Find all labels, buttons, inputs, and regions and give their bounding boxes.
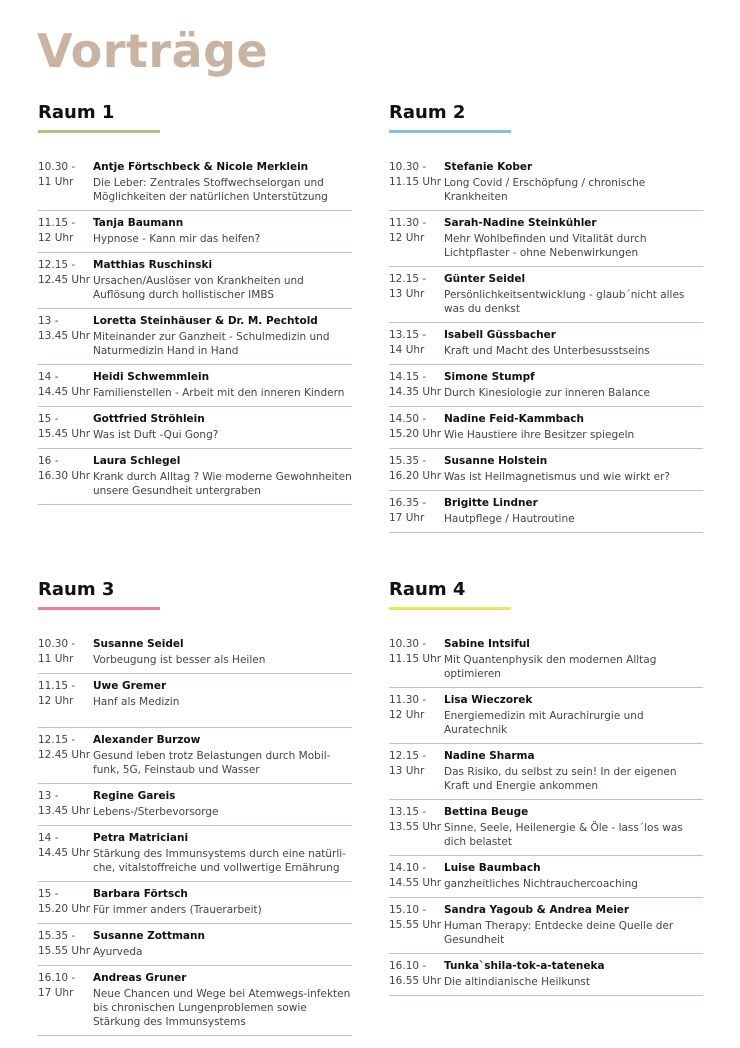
talk-time: [389, 861, 444, 891]
speaker-name: Simone Stumpf: [444, 371, 535, 383]
talk-entry: [389, 155, 703, 211]
talk-time: [38, 160, 93, 204]
time-end: 14.45 Uhr: [38, 386, 91, 398]
talk-entry: [389, 688, 703, 744]
speaker-name: Nadine Feid-Kammbach: [444, 413, 584, 425]
speaker-name: Lisa Wieczorek: [444, 694, 533, 706]
talk-topic: ganzheitliches Nichtrauchercoaching: [444, 878, 638, 890]
talk-info: [93, 412, 352, 442]
speaker-name: Uwe Gremer: [93, 680, 167, 692]
talk-topic: Energiemedizin mit Aurachirurgie und Auratechnik: [444, 710, 644, 736]
room-underline: [389, 130, 511, 133]
talk-entry: [38, 253, 352, 309]
speaker-name: Nadine Sharma: [444, 750, 535, 762]
talk-topic: Neue Chancen und Wege bei Atemwegs-infekten bis chronischen Lungenproblemen sowie Stärkung des Immunsystems: [93, 988, 351, 1028]
talk-entry: [389, 954, 703, 996]
speaker-name: Susanne Zottmann: [93, 930, 205, 942]
room-3: [38, 579, 352, 1036]
talk-list: [38, 632, 352, 1036]
speaker-name: Tanja Baumann: [93, 217, 184, 229]
time-start: 11.30 -: [389, 217, 427, 229]
time-end: 14.45 Uhr: [38, 847, 91, 859]
time-start: 10.30 -: [389, 638, 427, 650]
talk-entry: [38, 211, 352, 253]
talk-info: [93, 454, 352, 498]
talk-entry: [38, 924, 352, 966]
talk-time: [389, 370, 444, 400]
talk-entry: [38, 728, 352, 784]
talk-info: [444, 272, 703, 316]
talk-entry: [389, 744, 703, 800]
talk-topic: Vorbeugung ist besser als Heilen: [93, 654, 266, 666]
time-start: 10.30 -: [38, 638, 76, 650]
talk-info: [93, 314, 352, 358]
talk-topic: Die Leber: Zentrales Stoffwechselorgan und Möglichkeiten der natürlichen Unterstützung: [93, 177, 328, 203]
time-start: 14.15 -: [389, 371, 427, 383]
speaker-name: Isabell Güssbacher: [444, 329, 556, 341]
time-start: 14 -: [38, 371, 59, 383]
talk-time: [38, 258, 93, 302]
talk-topic: Miteinander zur Ganzheit - Schulmedizin und Naturmedizin Hand in Hand: [93, 331, 330, 357]
talk-time: [389, 328, 444, 358]
time-end: 11.15 Uhr: [389, 653, 442, 665]
time-end: 13 Uhr: [389, 288, 425, 300]
talk-entry: [38, 674, 352, 728]
speaker-name: Andreas Gruner: [93, 972, 187, 984]
time-end: 15.45 Uhr: [38, 428, 91, 440]
time-end: 11 Uhr: [38, 176, 74, 188]
talk-topic: Kraft und Macht des Unterbesusstseins: [444, 345, 650, 357]
talk-info: [444, 412, 703, 442]
talk-topic: Was ist Duft -Qui Gong?: [93, 429, 219, 441]
talk-time: [389, 216, 444, 260]
talk-time: [389, 637, 444, 681]
talk-info: [444, 805, 703, 849]
time-start: 11.15 -: [38, 217, 76, 229]
talk-info: [444, 749, 703, 793]
speaker-name: Susanne Holstein: [444, 455, 548, 467]
speaker-name: Alexander Burzow: [93, 734, 201, 746]
time-start: 15.35 -: [389, 455, 427, 467]
talk-entry: [389, 632, 703, 688]
talk-topic: Was ist Heilmagnetismus und wie wirkt er?: [444, 471, 670, 483]
room-4: [389, 579, 703, 996]
time-end: 14.35 Uhr: [389, 386, 442, 398]
talk-entry: [389, 323, 703, 365]
time-start: 15.35 -: [38, 930, 76, 942]
time-start: 16.35 -: [389, 497, 427, 509]
talk-info: [444, 328, 703, 358]
time-end: 13 Uhr: [389, 765, 425, 777]
room-1: [38, 102, 352, 505]
talk-time: [389, 749, 444, 793]
talk-time: [38, 831, 93, 875]
talk-entry: [38, 784, 352, 826]
time-end: 15.20 Uhr: [38, 903, 91, 915]
talk-time: [38, 314, 93, 358]
speaker-name: Barbara Förtsch: [93, 888, 188, 900]
speaker-name: Regine Gareis: [93, 790, 176, 802]
talk-topic: Hautpflege / Hautroutine: [444, 513, 575, 525]
speaker-name: Susanne Seidel: [93, 638, 184, 650]
room-heading: Raum 1: [38, 102, 115, 123]
speaker-name: Matthias Ruschinski: [93, 259, 213, 271]
talk-topic: Ayurveda: [93, 946, 143, 958]
talk-topic: Lebens-/Sterbevorsorge: [93, 806, 219, 818]
time-end: 16.55 Uhr: [389, 975, 442, 987]
time-start: 14 -: [38, 832, 59, 844]
talk-entry: [38, 632, 352, 674]
time-end: 17 Uhr: [389, 512, 425, 524]
time-start: 12.15 -: [389, 273, 427, 285]
speaker-name: Laura Schlegel: [93, 455, 181, 467]
talk-time: [38, 887, 93, 917]
time-end: 15.55 Uhr: [389, 919, 442, 931]
talk-topic: Mehr Wohlbefinden und Vitalität durch Lichtpflaster - ohne Nebenwirkungen: [444, 233, 647, 259]
talk-info: [444, 370, 703, 400]
talk-entry: [389, 856, 703, 898]
talk-info: [93, 887, 352, 917]
time-end: 12 Uhr: [389, 709, 425, 721]
speaker-name: Günter Seidel: [444, 273, 526, 285]
time-end: 14.55 Uhr: [389, 877, 442, 889]
time-end: 12 Uhr: [38, 232, 74, 244]
talk-time: [38, 216, 93, 246]
time-start: 16.10 -: [389, 960, 427, 972]
speaker-name: Luise Baumbach: [444, 862, 541, 874]
page-title: Vorträge: [37, 24, 269, 78]
talk-info: [93, 831, 352, 875]
time-end: 12 Uhr: [38, 695, 74, 707]
talk-topic: Persönlichkeitsentwicklung - glaub´nicht alles was du denkst: [444, 289, 685, 315]
talk-topic: Mit Quantenphysik den modernen Alltag optimieren: [444, 654, 657, 680]
talk-entry: [389, 211, 703, 267]
talk-topic: Die altindianische Heilkunst: [444, 976, 590, 988]
speaker-name: Tunka`shila-tok-a-tateneka: [444, 960, 605, 972]
talk-info: [93, 258, 352, 302]
time-start: 15.10 -: [389, 904, 427, 916]
time-start: 11.30 -: [389, 694, 427, 706]
time-start: 15 -: [38, 888, 59, 900]
talk-time: [389, 959, 444, 989]
time-end: 16.20 Uhr: [389, 470, 442, 482]
talk-info: [444, 861, 703, 891]
time-end: 15.55 Uhr: [38, 945, 91, 957]
talk-entry: [38, 882, 352, 924]
time-start: 11.15 -: [38, 680, 76, 692]
talk-time: [389, 412, 444, 442]
talk-time: [38, 929, 93, 959]
time-start: 12.15 -: [38, 259, 76, 271]
talk-entry: [38, 365, 352, 407]
time-start: 13 -: [38, 790, 59, 802]
time-start: 10.30 -: [389, 161, 427, 173]
room-underline: [38, 130, 160, 133]
talk-topic: Hypnose - Kann mir das helfen?: [93, 233, 261, 245]
room-underline: [389, 607, 511, 610]
talk-topic: Gesund leben trotz Belastungen durch Mobil-funk, 5G, Feinstaub und Wasser: [93, 750, 331, 776]
talk-topic: Krank durch Alltag ? Wie moderne Gewohnheiten unsere Gesundheit untergraben: [93, 471, 352, 497]
room-heading: Raum 2: [389, 102, 466, 123]
talk-list: [389, 632, 703, 996]
room-underline: [38, 607, 160, 610]
talk-topic: Für immer anders (Trauerarbeit): [93, 904, 262, 916]
talk-topic: Stärkung des Immunsystems durch eine natürli-che, vitalstoffreiche und vollwertige Ernährung: [93, 848, 346, 874]
talk-entry: [389, 898, 703, 954]
talk-info: [93, 679, 352, 709]
talk-time: [389, 805, 444, 849]
time-end: 17 Uhr: [38, 987, 74, 999]
talk-topic: Durch Kinesiologie zur inneren Balance: [444, 387, 650, 399]
speaker-name: Bettina Beuge: [444, 806, 529, 818]
talk-info: [444, 216, 703, 260]
talk-time: [38, 971, 93, 1029]
talk-info: [93, 160, 352, 204]
room-2: [389, 102, 703, 533]
time-end: 12.45 Uhr: [38, 274, 91, 286]
time-end: 15.20 Uhr: [389, 428, 442, 440]
speaker-name: Stefanie Kober: [444, 161, 533, 173]
talk-topic: Human Therapy: Entdecke deine Quelle der Gesundheit: [444, 920, 674, 946]
talk-time: [389, 454, 444, 484]
talk-time: [389, 693, 444, 737]
talk-list: [389, 155, 703, 533]
talk-info: [444, 454, 703, 484]
talk-entry: [38, 309, 352, 365]
time-start: 16.10 -: [38, 972, 76, 984]
talk-topic: Long Covid / Erschöpfung / chronische Krankheiten: [444, 177, 646, 203]
talk-entry: [389, 800, 703, 856]
time-end: 13.45 Uhr: [38, 330, 91, 342]
talk-time: [389, 496, 444, 526]
talk-entry: [389, 407, 703, 449]
room-heading: Raum 3: [38, 579, 115, 600]
speaker-name: Heidi Schwemmlein: [93, 371, 210, 383]
talk-time: [389, 903, 444, 947]
talk-info: [93, 637, 352, 667]
talk-time: [38, 789, 93, 819]
time-end: 16.30 Uhr: [38, 470, 91, 482]
talk-time: [38, 370, 93, 400]
time-end: 14 Uhr: [389, 344, 425, 356]
time-end: 11.15 Uhr: [389, 176, 442, 188]
talk-entry: [38, 826, 352, 882]
time-start: 13 -: [38, 315, 59, 327]
time-end: 12.45 Uhr: [38, 749, 91, 761]
talk-info: [93, 733, 352, 777]
talk-info: [93, 370, 352, 400]
talk-topic: Hanf als Medizin: [93, 696, 180, 708]
talk-list: [38, 155, 352, 505]
talk-entry: [38, 449, 352, 505]
talk-entry: [389, 491, 703, 533]
speaker-name: Petra Matriciani: [93, 832, 189, 844]
talk-info: [444, 959, 703, 989]
speaker-name: Gottfried Ströhlein: [93, 413, 205, 425]
talk-entry: [389, 449, 703, 491]
speaker-name: Sarah-Nadine Steinkühler: [444, 217, 597, 229]
time-end: 12 Uhr: [389, 232, 425, 244]
time-start: 12.15 -: [389, 750, 427, 762]
talk-time: [38, 679, 93, 709]
talk-time: [389, 272, 444, 316]
talk-topic: Familienstellen - Arbeit mit den inneren Kindern: [93, 387, 345, 399]
time-end: 11 Uhr: [38, 653, 74, 665]
talk-info: [444, 693, 703, 737]
talk-entry: [38, 407, 352, 449]
talk-info: [93, 971, 352, 1029]
speaker-name: Brigitte Lindner: [444, 497, 538, 509]
talk-info: [93, 929, 352, 959]
talk-time: [389, 160, 444, 204]
talk-info: [444, 903, 703, 947]
time-start: 13.15 -: [389, 329, 427, 341]
room-heading: Raum 4: [389, 579, 466, 600]
time-start: 10.30 -: [38, 161, 76, 173]
talk-entry: [389, 267, 703, 323]
talk-info: [444, 160, 703, 204]
speaker-name: Loretta Steinhäuser & Dr. M. Pechtold: [93, 315, 318, 327]
talk-info: [93, 216, 352, 246]
talk-entry: [38, 966, 352, 1036]
time-start: 15 -: [38, 413, 59, 425]
speaker-name: Antje Förtschbeck & Nicole Merklein: [93, 161, 309, 173]
talk-info: [93, 789, 352, 819]
speaker-name: Sandra Yagoub & Andrea Meier: [444, 904, 630, 916]
talk-topic: Sinne, Seele, Heilenergie & Öle - lass´los was dich belastet: [444, 822, 683, 848]
speaker-name: Sabine Intsiful: [444, 638, 530, 650]
talk-topic: Wie Haustiere ihre Besitzer spiegeln: [444, 429, 635, 441]
time-start: 12.15 -: [38, 734, 76, 746]
talk-time: [38, 412, 93, 442]
talk-topic: Ursachen/Auslöser von Krankheiten und Auflösung durch hollistischer IMBS: [93, 275, 304, 301]
talk-time: [38, 637, 93, 667]
talk-time: [38, 454, 93, 498]
time-end: 13.55 Uhr: [389, 821, 442, 833]
time-start: 14.10 -: [389, 862, 427, 874]
talk-entry: [38, 155, 352, 211]
talk-entry: [389, 365, 703, 407]
talk-info: [444, 496, 703, 526]
time-start: 16 -: [38, 455, 59, 467]
talk-time: [38, 733, 93, 777]
time-start: 13.15 -: [389, 806, 427, 818]
talk-topic: Das Risiko, du selbst zu sein! In der eigenen Kraft und Energie ankommen: [444, 766, 677, 792]
time-end: 13.45 Uhr: [38, 805, 91, 817]
time-start: 14.50 -: [389, 413, 427, 425]
talk-info: [444, 637, 703, 681]
